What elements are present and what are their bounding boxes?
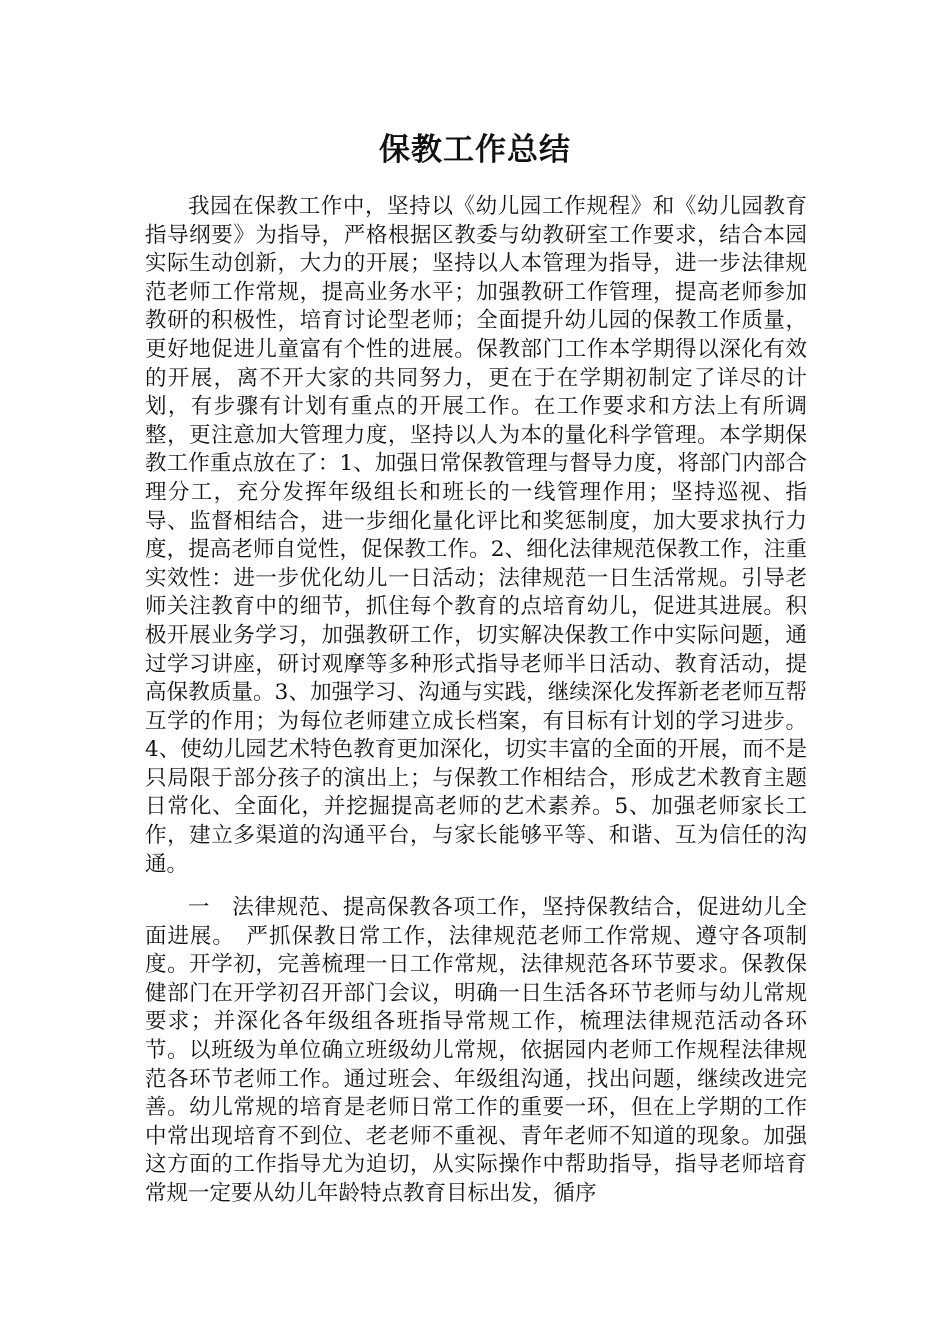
paragraph-2: 一 法律规范、提高保教各项工作，坚持保教结合，促进幼儿全面进展。 严抓保教日常工作，法律规范老师工作常规、遵守各项制度。开学初，完善梳理一日工作常规，法律规范各环节要求。保教保健部门在开学初召开部门会议，明确一日生活各环节老师与幼儿常规要求；并深化各年级组各班指导常规工作，梳理法律规范活动各环节。以班级为单位确立班级幼儿常规，依据园内老师工作规程法律规范各环节老师工作。通过班会、年级组沟通，找出问题，继续改进完善。幼儿常规的培育是老师日常工作的重要一环，但在上学期的工作中常出现培育不到位、老老师不重视、青年老师不知道的现象。加强这方面的工作指导尤为迫切，从实际操作中帮助指导，指导老师培育常规一定要从幼儿年龄特点教育目标出发，循序 (145, 895, 807, 1206)
paragraph-1: 我园在保教工作中，坚持以《幼儿园工作规程》和《幼儿园教育指导纲要》为指导，严格根据区教委与幼教研室工作要求，结合本园实际生动创新，大力的开展；坚持以人本管理为指导，进一步法律规范老师工作常规，提高业务水平；加强教研工作管理，提高老师参加教研的积极性，培育讨论型老师；全面提升幼儿园的保教工作质量，更好地促进儿童富有个性的进展。保教部门工作本学期得以深化有效的开展，离不开大家的共同努力，更在于在学期初制定了详尽的计划，有步骤有计划有重点的开展工作。在工作要求和方法上有所调整，更注意加大管理力度，坚持以人为本的量化科学管理。本学期保教工作重点放在了：1、加强日常保教管理与督导力度，将部门内部合理分工，充分发挥年级组长和班长的一线管理作用；坚持巡视、指导、监督相结合，进一步细化量化评比和奖惩制度，加大要求执行力度，提高老师自觉性，促保教工作。2、细化法律规范保教工作，注重实效性：进一步优化幼儿一日活动；法律规范一日生活常规。引导老师关注教育中的细节，抓住每个教育的点培育幼儿，促进其进展。积极开展业务学习，加强教研工作，切实解决保教工作中实际问题，通过学习讲座，研讨观摩等多种形式指导老师半日活动、教育活动，提高保教质量。3、加强学习、沟通与实践，继续深化发挥新老老师互帮互学的作用；为每位老师建立成长档案，有目标有计划的学习进步。4、使幼儿园艺术特色教育更加深化，切实丰富的全面的开展，而不是只局限于部分孩子的演出上；与保教工作相结合，形成艺术教育主题日常化、全面化，并挖掘提高老师的艺术素养。5、加强老师家长工作，建立多渠道的沟通平台，与家长能够平等、和谐、互为信任的沟通。 (145, 194, 807, 877)
document-title: 保教工作总结 (379, 132, 571, 168)
